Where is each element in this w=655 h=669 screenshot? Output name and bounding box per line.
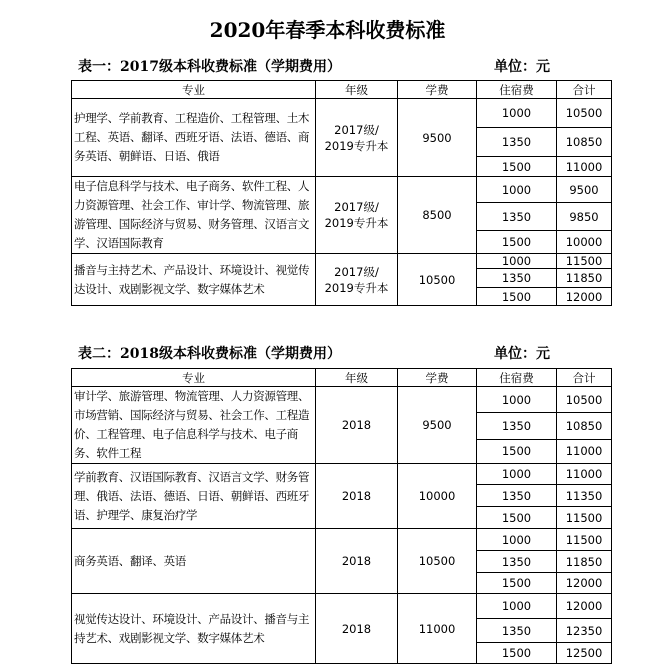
- grade-cell: 2017级/ 2019专升本: [316, 99, 398, 177]
- column-header: 住宿费: [477, 369, 557, 387]
- dorm-fee-cell: 1500: [477, 288, 557, 306]
- dorm-fee-cell: 1000: [477, 594, 557, 619]
- table-row: [72, 177, 612, 203]
- column-header: 住宿费: [477, 81, 557, 99]
- grade-cell: 2018: [316, 594, 398, 664]
- grade-cell: 2018: [316, 387, 398, 464]
- tuition-cell: 9500: [398, 387, 477, 464]
- total-cell: 12000: [557, 288, 612, 306]
- dorm-fee-cell: 1350: [477, 485, 557, 507]
- dorm-fee-cell: 1500: [477, 231, 557, 254]
- dorm-fee-cell: 1000: [477, 529, 557, 551]
- total-cell: 11850: [557, 551, 612, 573]
- dorm-fee-cell: 1000: [477, 99, 557, 128]
- column-header: 专业: [72, 369, 316, 387]
- total-cell: 11350: [557, 485, 612, 507]
- total-cell: 11500: [557, 507, 612, 529]
- table1-caption: 表一：2017级本科收费标准（学期费用）: [78, 59, 341, 75]
- tuition-cell: 11000: [398, 594, 477, 664]
- grade-cell: 2017级/ 2019专升本: [316, 254, 398, 306]
- grade-cell: 2018: [316, 464, 398, 529]
- dorm-fee-cell: 1000: [477, 464, 557, 485]
- page-title: 2020年春季本科收费标准: [209, 18, 446, 42]
- dorm-fee-cell: 1000: [477, 254, 557, 269]
- dorm-fee-cell: 1350: [477, 203, 557, 231]
- dorm-fee-cell: 1000: [477, 177, 557, 203]
- column-header: 年级: [316, 81, 398, 99]
- major-cell: 审计学、旅游管理、物流管理、人力资源管理、市场营销、国际经济与贸易、社会工作、工程造价、工程管理、电子信息科学与技术、电子商务、软件工程: [72, 387, 316, 464]
- total-cell: 11500: [557, 254, 612, 269]
- dorm-fee-cell: 1500: [477, 573, 557, 594]
- dorm-fee-cell: 1500: [477, 439, 557, 463]
- total-cell: 10850: [557, 413, 612, 439]
- column-header: 年级: [316, 369, 398, 387]
- major-cell: 播音与主持艺术、产品设计、环境设计、视觉传达设计、戏剧影视文学、数字媒体艺术: [72, 254, 316, 306]
- tuition-cell: 9500: [398, 99, 477, 177]
- table-row: [72, 529, 612, 551]
- tuition-cell: 8500: [398, 177, 477, 254]
- table-row: [72, 464, 612, 485]
- dorm-fee-cell: 1500: [477, 643, 557, 664]
- dorm-fee-cell: 1350: [477, 128, 557, 157]
- total-cell: 9850: [557, 203, 612, 231]
- column-header: 专业: [72, 81, 316, 99]
- major-cell: 电子信息科学与技术、电子商务、软件工程、人力资源管理、社会工作、审计学、物流管理、旅游管理、国际经济与贸易、财务管理、汉语言文学、汉语国际教育: [72, 177, 316, 254]
- total-cell: 11000: [557, 157, 612, 177]
- dorm-fee-cell: 1500: [477, 507, 557, 529]
- fee-table-2018: [71, 368, 612, 664]
- tuition-cell: 10500: [398, 529, 477, 594]
- dorm-fee-cell: 1500: [477, 157, 557, 177]
- dorm-fee-cell: 1350: [477, 619, 557, 643]
- tuition-cell: 10000: [398, 464, 477, 529]
- column-header: 学费: [398, 369, 477, 387]
- total-cell: 12000: [557, 573, 612, 594]
- total-cell: 10850: [557, 128, 612, 157]
- table-row: [72, 594, 612, 619]
- column-header: 合计: [557, 369, 612, 387]
- dorm-fee-cell: 1350: [477, 551, 557, 573]
- grade-cell: 2018: [316, 529, 398, 594]
- dorm-fee-cell: 1350: [477, 269, 557, 288]
- total-cell: 10500: [557, 99, 612, 128]
- table1-unit: 单位：元: [494, 59, 550, 75]
- total-cell: 11000: [557, 464, 612, 485]
- fee-table-2017: [71, 80, 612, 306]
- major-cell: 护理学、学前教育、工程造价、工程管理、土木工程、英语、翻译、西班牙语、法语、德语、商务英语、朝鲜语、日语、俄语: [72, 99, 316, 177]
- dorm-fee-cell: 1350: [477, 413, 557, 439]
- grade-cell: 2017级/ 2019专升本: [316, 177, 398, 254]
- table-row: [72, 99, 612, 128]
- table-row: [72, 254, 612, 269]
- total-cell: 12000: [557, 594, 612, 619]
- total-cell: 11850: [557, 269, 612, 288]
- table2-caption: 表二：2018级本科收费标准（学期费用）: [78, 346, 341, 362]
- major-cell: 学前教育、汉语国际教育、汉语言文学、财务管理、俄语、法语、德语、日语、朝鲜语、西班牙语、护理学、康复治疗学: [72, 464, 316, 529]
- total-cell: 11000: [557, 439, 612, 463]
- major-cell: 商务英语、翻译、英语: [72, 529, 316, 594]
- total-cell: 11500: [557, 529, 612, 551]
- total-cell: 10500: [557, 387, 612, 413]
- major-cell: 视觉传达设计、环境设计、产品设计、播音与主持艺术、戏剧影视文学、数字媒体艺术: [72, 594, 316, 664]
- column-header: 学费: [398, 81, 477, 99]
- table2-unit: 单位：元: [494, 346, 550, 362]
- total-cell: 12500: [557, 643, 612, 664]
- table-row: [72, 387, 612, 413]
- total-cell: 10000: [557, 231, 612, 254]
- total-cell: 9500: [557, 177, 612, 203]
- tuition-cell: 10500: [398, 254, 477, 306]
- dorm-fee-cell: 1000: [477, 387, 557, 413]
- total-cell: 12350: [557, 619, 612, 643]
- column-header: 合计: [557, 81, 612, 99]
